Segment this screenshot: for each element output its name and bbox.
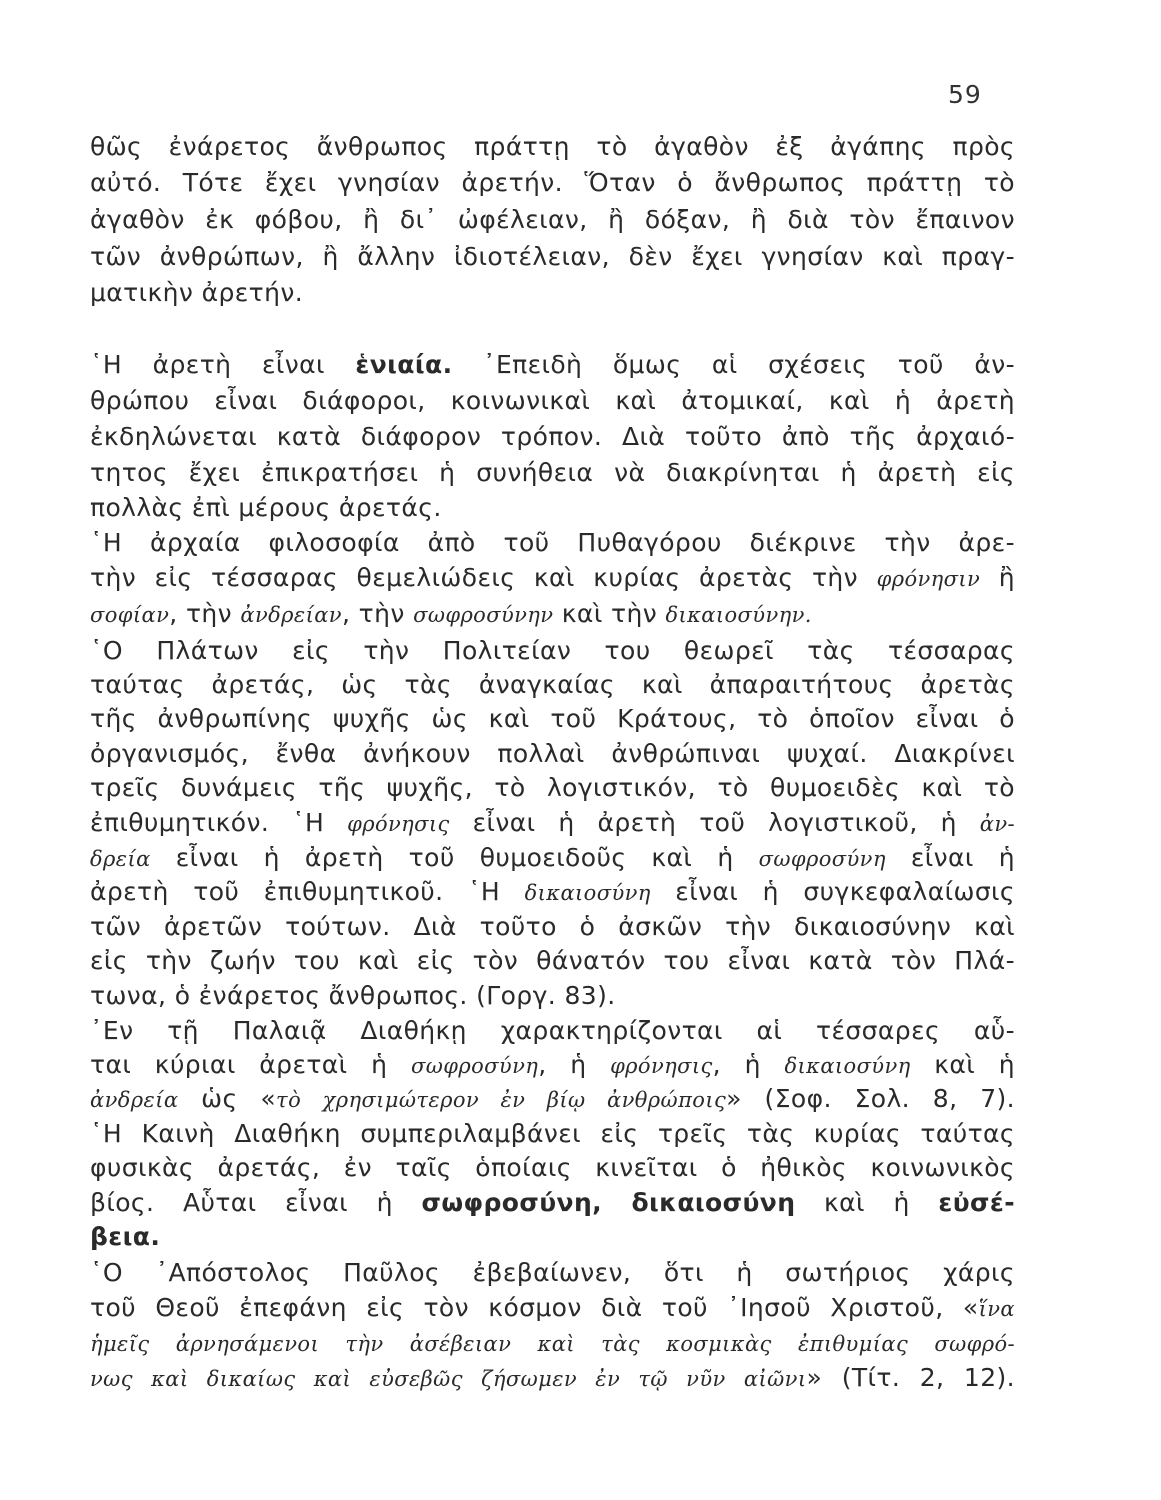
line-segment: ἀρετὴ τοῦ ἐπιθυμητικοῦ. ῾Η <box>90 877 525 906</box>
text-line <box>90 1291 1015 1325</box>
text-line <box>90 806 1015 840</box>
line-segment: εἶναι ἡ ἀρετὴ τοῦ λογιστικοῦ, ἡ <box>449 808 980 837</box>
text-line <box>90 526 1015 560</box>
line-segment: ᾿Εν τῇ Παλαιᾷ Διαθήκῃ χαρακτηρίζονται αἱ τέσσαρες αὗ- <box>90 1016 1015 1045</box>
line-segment: » (Τίτ. 2, 12). <box>806 1363 1015 1392</box>
line-segment: σοφίαν <box>90 603 170 627</box>
line-segment: ῾Ο ᾿Απόστολος Παῦλος ἐβεβαίωνεν, ὅτι ἡ σωτήριος χάρις <box>90 1258 1015 1287</box>
line-segment: πολλὰς ἐπὶ μέρους ἀρετάς. <box>90 493 442 522</box>
line-segment: φρόνησις <box>610 1054 713 1078</box>
line-segment: σωφροσύνη <box>411 1054 539 1078</box>
line-segment: ἵνα <box>978 1297 1015 1321</box>
line-segment: σωφροσύνην <box>413 603 554 627</box>
line-segment: φρόνησιν <box>876 567 981 591</box>
line-segment: εἶναι ἡ συγκεφαλαίωσις <box>650 877 1015 906</box>
line-segment: δικαιοσύνην. <box>665 603 812 627</box>
line-segment: δρεία <box>90 847 151 871</box>
text-line <box>90 1326 1015 1360</box>
text-line <box>90 1186 1015 1220</box>
line-segment: εἶναι ἡ ἀρετὴ τοῦ θυμοειδοῦς καὶ ἡ <box>150 843 759 872</box>
line-segment: δικαιοσύνη <box>784 1054 911 1078</box>
text-line <box>90 1048 1015 1082</box>
line-segment: τωνα, ὁ ἐνάρετος ἄνθρωπος. (Γοργ. 83). <box>90 981 616 1010</box>
line-segment: , τὴν <box>169 599 241 628</box>
text-line <box>90 1014 1015 1048</box>
line-segment: ῾Η Καινὴ Διαθήκη συμπεριλαμβάνει εἰς τρεῖς τὰς κυρίας ταύτας <box>90 1119 1015 1148</box>
text-line <box>90 597 1015 631</box>
line-segment: ἐκδηλώνεται κατὰ διάφορον τρόπον. Διὰ τοῦτο ἀπὸ τῆς ἀρχαιό- <box>90 422 1015 451</box>
text-line <box>90 771 1015 805</box>
text-line <box>90 979 1015 1013</box>
line-segment: φυσικὰς ἀρετάς, ἐν ταῖς ὁποίαις κινεῖται ὁ ἠθικὸς κοινωνικὸς <box>90 1153 1015 1182</box>
line-segment: ἢ <box>980 563 1015 592</box>
text-line <box>90 240 1015 274</box>
line-segment: τρεῖς δυνάμεις τῆς ψυχῆς, τὸ λογιστικόν, τὸ θυμοειδὲς καὶ τὸ <box>90 773 1015 802</box>
line-segment: , ἡ <box>538 1050 611 1079</box>
text-line <box>90 276 1015 310</box>
line-segment: ὡς « <box>178 1084 277 1113</box>
line-segment: φρόνησις <box>347 812 450 836</box>
line-segment: ταύτας ἀρετάς, ὡς τὰς ἀναγκαίας καὶ ἀπαραιτήτους ἀρετὰς <box>90 670 1015 699</box>
text-line <box>90 1256 1015 1290</box>
line-segment: αὐτό. Τότε ἔχει γνησίαν ἀρετήν. Ὅταν ὁ ἄνθρωπος πράττῃ τὸ <box>90 168 1015 197</box>
line-segment: καὶ ἡ <box>910 1050 1015 1079</box>
line-segment: ᾿Επειδὴ ὅμως αἱ σχέσεις τοῦ ἀν- <box>452 350 1015 379</box>
line-segment: , ἡ <box>712 1050 785 1079</box>
line-segment: σωφροσύνη <box>758 847 886 871</box>
line-segment: τὸ χρησιμώτερον ἐν βίῳ ἀνθρώποις <box>276 1088 727 1112</box>
text-line <box>90 456 1015 490</box>
line-segment: εὐσέ- <box>938 1188 1015 1217</box>
page-number: 59 <box>948 80 982 109</box>
line-segment: βίος. Αὗται εἶναι ἡ <box>90 1188 422 1217</box>
text-line <box>90 875 1015 909</box>
line-segment: ἐπιθυμητικόν. ῾Η <box>90 808 348 837</box>
text-line <box>90 944 1015 978</box>
line-segment: ῾Η ἀρετὴ εἶναι <box>90 350 356 379</box>
text-line <box>90 166 1015 200</box>
line-segment: καὶ ἡ <box>795 1188 939 1217</box>
text-line <box>90 910 1015 944</box>
line-segment: εἶναι ἡ <box>885 843 1015 872</box>
text-line <box>90 491 1015 525</box>
line-segment: τῆς ἀνθρωπίνης ψυχῆς ὡς καὶ τοῦ Κράτους, τὸ ὁποῖον εἶναι ὁ <box>90 704 1015 733</box>
line-segment: νως καὶ δικαίως καὶ εὐσεβῶς ζήσωμεν ἐν τῷ νῦν αἰῶνι <box>90 1367 807 1391</box>
text-line <box>90 203 1015 237</box>
text-line <box>90 634 1015 668</box>
line-segment: βεια. <box>90 1222 161 1251</box>
line-segment: ται κύριαι ἀρεταὶ ἡ <box>90 1050 412 1079</box>
line-segment: ἡμεῖς ἀρνησάμενοι τὴν ἀσέβειαν καὶ τὰς κοσμικὰς ἐπιθυμίας σωφρό- <box>90 1332 1015 1356</box>
text-line <box>90 841 1015 875</box>
line-segment: ἑνιαία. <box>355 350 453 379</box>
line-segment: » (Σοφ. Σολ. 8, 7). <box>726 1084 1015 1113</box>
text-line <box>90 561 1015 595</box>
line-segment: θῶς ἐνάρετος ἄνθρωπος πράττῃ τὸ ἀγαθὸν ἐξ ἀγάπης πρὸς <box>90 132 1015 161</box>
line-segment: καὶ τὴν <box>553 599 666 628</box>
line-segment: τητος ἔχει ἐπικρατήσει ἡ συνήθεια νὰ διακρίνηται ἡ ἀρετὴ εἰς <box>90 458 1015 487</box>
line-segment: τῶν ἀρετῶν τούτων. Διὰ τοῦτο ὁ ἀσκῶν τὴν δικαιοσύνην καὶ <box>90 912 1015 941</box>
line-segment: ἀγαθὸν ἐκ φόβου, ἢ δι᾽ ὠφέλειαν, ἢ δόξαν, ἢ διὰ τὸν ἔπαινον <box>90 205 1015 234</box>
text-line <box>90 1082 1015 1116</box>
line-segment: ῾Η ἀρχαία φιλοσοφία ἀπὸ τοῦ Πυθαγόρου διέκρινε τὴν ἀρε- <box>90 528 1015 557</box>
text-line <box>90 130 1015 164</box>
line-segment: θρώπου εἶναι διάφοροι, κοινωνικαὶ καὶ ἀτομικαί, καὶ ἡ ἀρετὴ <box>90 386 1015 415</box>
text-line <box>90 1361 1015 1395</box>
text-line <box>90 348 1015 382</box>
line-segment: , τὴν <box>341 599 414 628</box>
line-segment: τῶν ἀνθρώπων, ἢ ἄλλην ἰδιοτέλειαν, δὲν ἔχει γνησίαν καὶ πραγ- <box>90 242 1015 271</box>
line-segment: ῾Ο Πλάτων εἰς τὴν Πολιτείαν του θεωρεῖ τὰς τέσσαρας <box>90 636 1015 665</box>
text-line <box>90 1117 1015 1151</box>
line-segment: ἀνδρείαν <box>240 603 342 627</box>
line-segment: ματικὴν ἀρετήν. <box>90 278 304 307</box>
text-line <box>90 1220 1015 1254</box>
text-line <box>90 702 1015 736</box>
text-line <box>90 668 1015 702</box>
line-segment: σωφροσύνη, δικαιοσύνη <box>421 1188 796 1217</box>
text-line <box>90 384 1015 418</box>
line-segment: τὴν εἰς τέσσαρας θεμελιώδεις καὶ κυρίας ἀρετὰς τὴν <box>90 563 877 592</box>
line-segment: δικαιοσύνη <box>524 881 651 905</box>
line-segment: εἰς τὴν ζωήν του καὶ εἰς τὸν θάνατόν του εἶναι κατὰ τὸν Πλά- <box>90 946 1015 975</box>
line-segment: ὀργανισμός, ἔνθα ἀνήκουν πολλαὶ ἀνθρώπιναι ψυχαί. Διακρίνει <box>90 739 1015 768</box>
text-line <box>90 1151 1015 1185</box>
text-line <box>90 737 1015 771</box>
text-line <box>90 420 1015 454</box>
line-segment: τοῦ Θεοῦ ἐπεφάνη εἰς τὸν κόσμον διὰ τοῦ ᾿Ιησοῦ Χριστοῦ, « <box>90 1293 979 1322</box>
line-segment: ἀνδρεία <box>90 1088 179 1112</box>
line-segment: ἀν- <box>979 812 1015 836</box>
